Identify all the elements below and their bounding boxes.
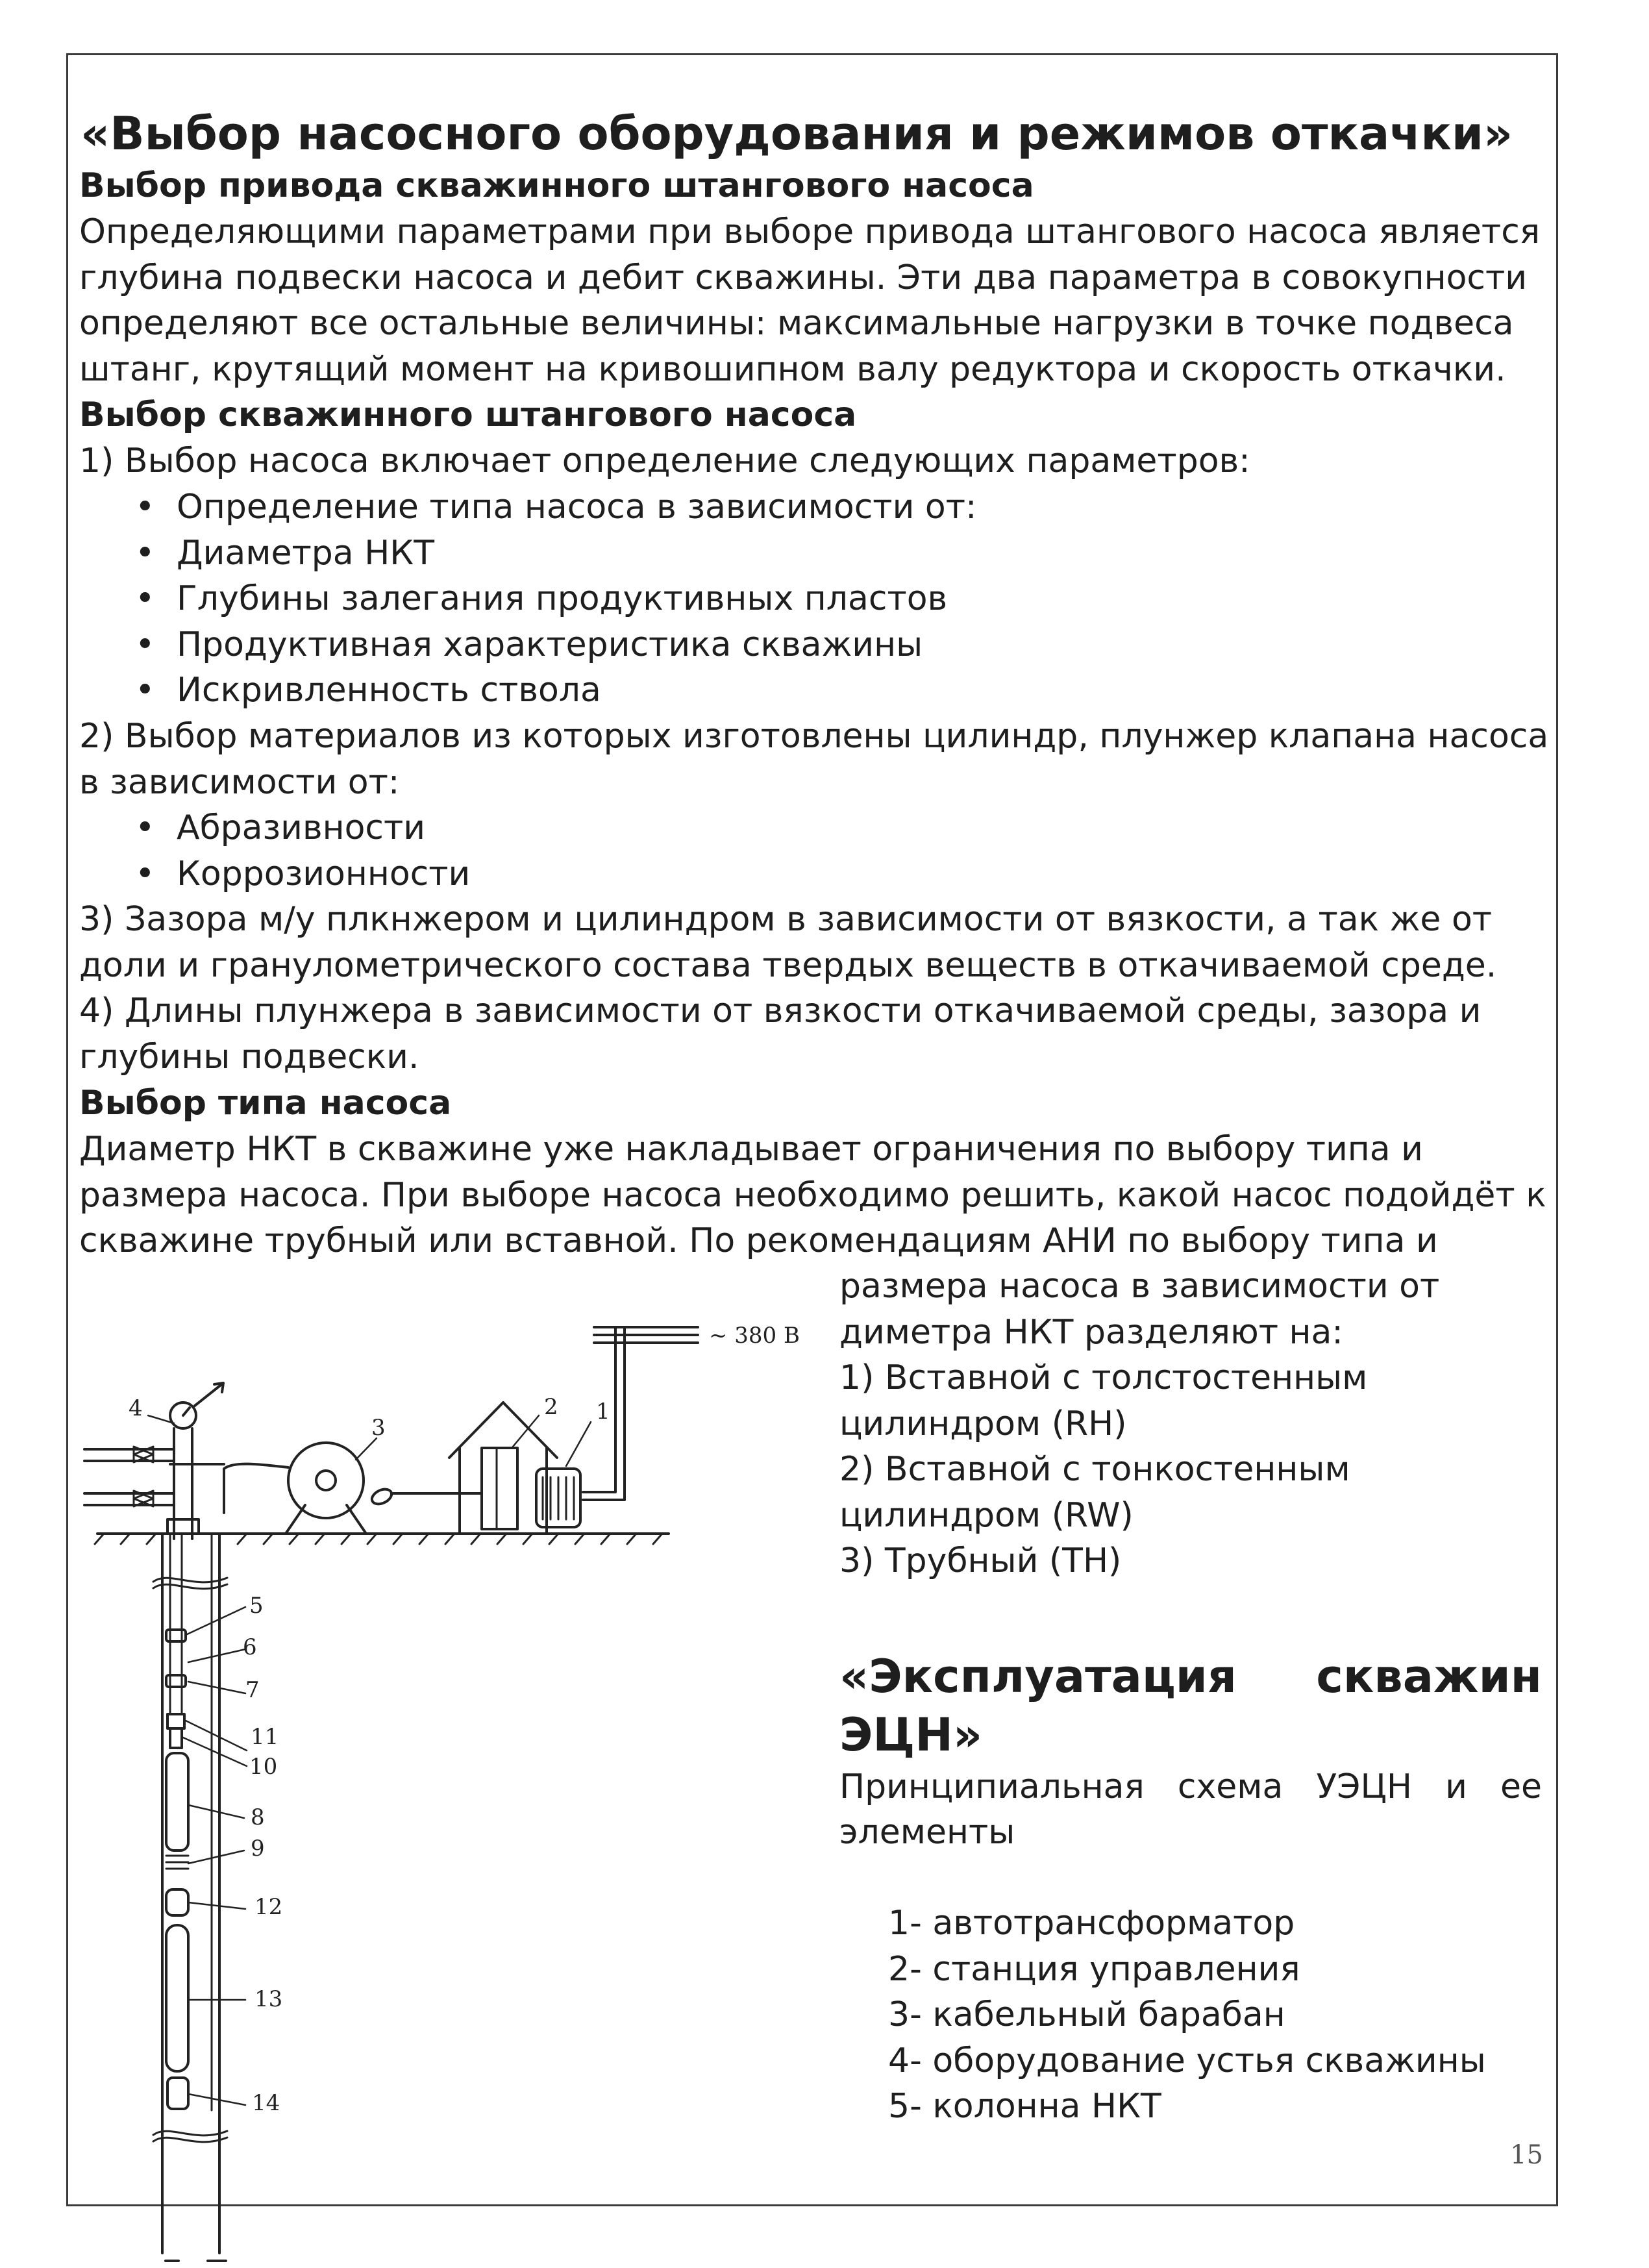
list-item: 4- оборудование устья скважины bbox=[888, 2041, 1486, 2080]
text-line: доли и гранулометрического состава твердых веществ в откачиваемой среде. bbox=[79, 945, 1497, 985]
heading-pump: Выбор скважинного штангового насоса bbox=[79, 395, 857, 434]
list-item: • Диаметра НКТ bbox=[79, 530, 977, 577]
text-line: 2) Выбор материалов из которых изготовлены цилиндр, плунжер клапана насоса bbox=[79, 717, 1549, 756]
text-line: Определяющими параметрами при выборе привода штангового насоса является bbox=[79, 212, 1541, 251]
label-12: 12 bbox=[254, 1894, 283, 1920]
text-line: диметра НКТ разделяют на: bbox=[839, 1312, 1343, 1352]
list-item: 3- кабельный барабан bbox=[888, 1995, 1285, 2034]
list-item: 5- колонна НКТ bbox=[888, 2087, 1161, 2126]
list-item: 2- станция управления bbox=[888, 1949, 1300, 1989]
well-casing bbox=[153, 1534, 227, 2261]
voltage-label: ~ 380 В bbox=[709, 1323, 800, 1349]
text-line: глубины подвески. bbox=[79, 1037, 419, 1077]
list-item: • Определение типа насоса в зависимости от: bbox=[79, 484, 977, 530]
text-line: размера насоса. При выборе насоса необходимо решить, какой насос подойдёт к bbox=[79, 1175, 1546, 1215]
text-line: глубина подвески насоса и дебит скважины. Эти два параметра в совокупности bbox=[79, 258, 1528, 297]
text-line: размера насоса в зависимости от bbox=[839, 1267, 1440, 1306]
diagram-labels bbox=[129, 1394, 610, 2116]
list-item: 1- автотрансформатор bbox=[888, 1904, 1295, 1943]
label-10: 10 bbox=[249, 1754, 278, 1780]
label-3: 3 bbox=[371, 1415, 386, 1441]
label-2: 2 bbox=[544, 1394, 558, 1420]
pump-item-2 bbox=[79, 714, 1548, 805]
paragraph-pump-type bbox=[79, 1127, 1546, 1264]
label-4: 4 bbox=[129, 1395, 143, 1421]
text-line: 1) Вставной с толстостенным bbox=[839, 1358, 1368, 1397]
paragraph-drive bbox=[79, 209, 1540, 392]
pump-item-1: 1) Выбор насоса включает определение следующих параметров: bbox=[79, 442, 1250, 480]
pump-item-4 bbox=[79, 988, 1481, 1080]
text-line: цилиндром (RW) bbox=[839, 1495, 1134, 1535]
leader-lines bbox=[148, 1415, 591, 2105]
text-line: 3) Трубный (TH) bbox=[839, 1541, 1122, 1580]
page-title: «Выбор насосного оборудования и режимов откачки» bbox=[81, 107, 1513, 160]
wellhead bbox=[84, 1383, 223, 1539]
label-14: 14 bbox=[252, 2090, 280, 2116]
pump-item-3 bbox=[79, 897, 1496, 988]
list-item: • Искривленность ствола bbox=[79, 667, 977, 714]
label-1: 1 bbox=[596, 1399, 610, 1425]
label-6: 6 bbox=[243, 1634, 257, 1660]
text-line: определяют все остальные величины: максимальные нагрузки в точке подвеса bbox=[79, 304, 1514, 343]
esp-subtitle-line-1: Принципиальная схема УЭЦН и ее bbox=[839, 1767, 1542, 1806]
heading-esp-line-1: «Эксплуатация скважин bbox=[839, 1650, 1542, 1703]
esp-subtitle-line-2: элементы bbox=[839, 1813, 1015, 1852]
bullet-list-materials bbox=[79, 805, 470, 897]
autotransformer bbox=[536, 1469, 580, 1527]
label-9: 9 bbox=[251, 1836, 265, 1862]
list-item: • Продуктивная характеристика скважины bbox=[79, 622, 977, 668]
bullet-list-pump-type bbox=[79, 484, 977, 714]
list-item: • Абразивности bbox=[79, 805, 470, 851]
label-11: 11 bbox=[251, 1724, 279, 1750]
esp-elements-list bbox=[888, 1900, 1486, 2130]
text-line: цилиндром (RH) bbox=[839, 1404, 1127, 1443]
esp-installation-diagram bbox=[65, 1292, 831, 2268]
text-line: 2) Вставной с тонкостенным bbox=[839, 1450, 1350, 1489]
text-line: 3) Зазора м/у плкнжером и цилиндром в зависимости от вязкости, а так же от bbox=[79, 900, 1493, 939]
list-item: • Коррозионности bbox=[79, 851, 470, 897]
text-line: скважине трубный или вставной. По рекомендациям АНИ по выбору типа и bbox=[79, 1221, 1438, 1260]
label-13: 13 bbox=[254, 1986, 283, 2012]
label-5: 5 bbox=[249, 1593, 264, 1619]
text-line: штанг, крутящий момент на кривошипном валу редуктора и скорость откачки. bbox=[79, 349, 1506, 389]
paragraph-pump-type-right bbox=[839, 1264, 1439, 1584]
text-line: Диаметр НКТ в скважине уже накладывает ограничения по выбору типа и bbox=[79, 1130, 1423, 1169]
list-item: • Глубины залегания продуктивных пластов bbox=[79, 576, 977, 622]
page-number: 15 bbox=[1510, 2140, 1543, 2170]
heading-esp-line-2: ЭЦН» bbox=[839, 1708, 983, 1762]
heading-drive: Выбор привода скважинного штангового насоса bbox=[79, 166, 1034, 205]
label-7: 7 bbox=[245, 1677, 260, 1703]
heading-pump-type: Выбор типа насоса bbox=[79, 1084, 452, 1123]
text-line: 4) Длины плунжера в зависимости от вязкости откачиваемой среды, зазора и bbox=[79, 991, 1482, 1030]
text-line: в зависимости от: bbox=[79, 762, 400, 802]
label-8: 8 bbox=[251, 1804, 265, 1830]
